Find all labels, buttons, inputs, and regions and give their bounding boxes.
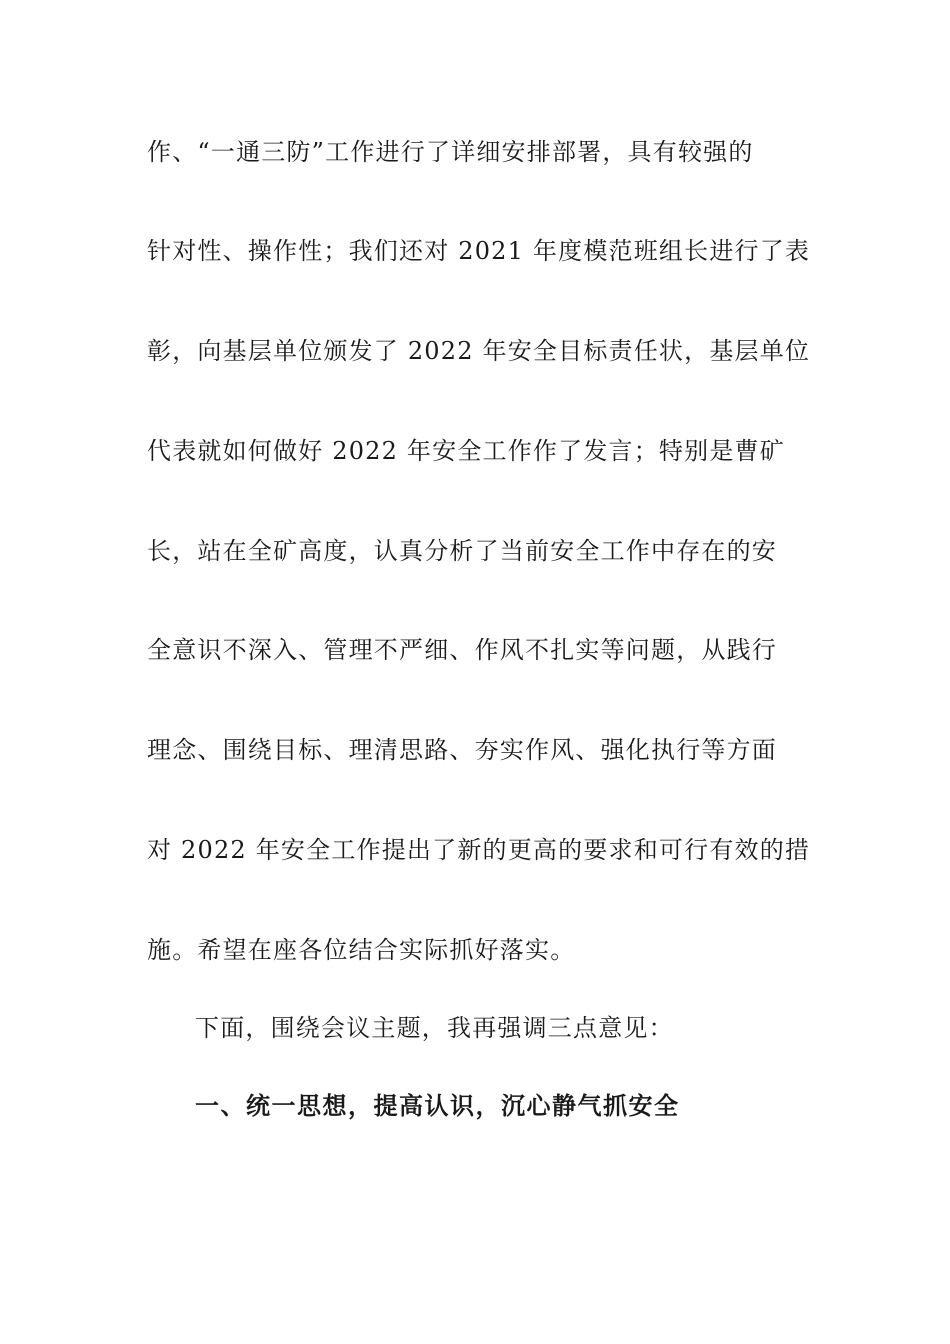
body-text-line: 长，站在全矿高度，认真分析了当前安全工作中存在的安: [147, 537, 777, 565]
body-text-line: 针对性、操作性；我们还对 2021 年度模范班组长进行了表: [147, 237, 811, 265]
body-text-line: 代表就如何做好 2022 年安全工作作了发言；特别是曹矿: [147, 437, 785, 465]
intro-paragraph: 下面，围绕会议主题，我再强调三点意见：: [195, 1014, 674, 1042]
body-text-line: 对 2022 年安全工作提出了新的更高的要求和可行有效的措: [147, 836, 811, 864]
body-text-line: 理念、围绕目标、理清思路、夯实作风、强化执行等方面: [147, 736, 777, 764]
section-heading: 一、统一思想，提高认识，沉心静气抓安全: [195, 1091, 680, 1120]
body-text-line: 全意识不深入、管理不严细、作风不扎实等问题，从践行: [147, 636, 777, 664]
body-text-line: 作、“一通三防”工作进行了详细安排部署，具有较强的: [147, 138, 754, 166]
body-text-line: 彰，向基层单位颁发了 2022 年安全目标责任状，基层单位: [147, 337, 811, 365]
body-text-line: 施。希望在座各位结合实际抓好落实。: [147, 936, 576, 964]
